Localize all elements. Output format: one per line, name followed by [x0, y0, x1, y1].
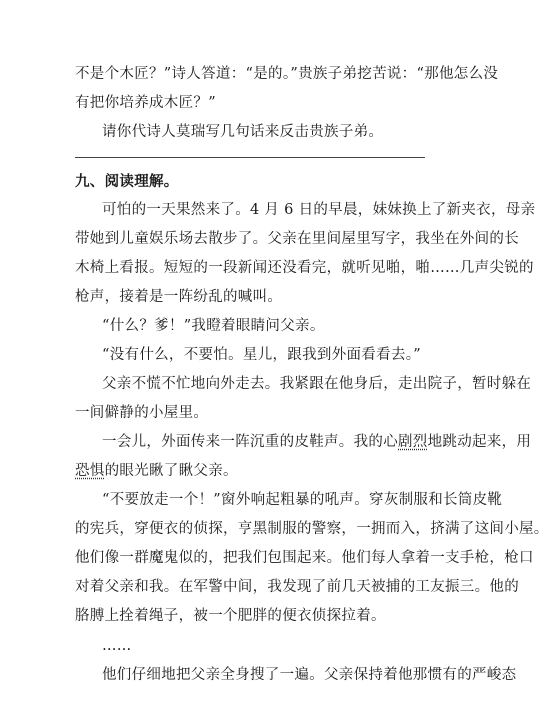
- emphasized-word: 恐惧: [75, 463, 105, 479]
- dialogue-line: “什么？爹！”我瞪着眼睛问父亲。: [102, 318, 325, 334]
- text-span: 的眼光瞅了瞅父亲。: [104, 463, 238, 479]
- text-span: 一会儿，外面传来一阵沉重的皮鞋声。我的心: [102, 434, 398, 450]
- paragraph-line: 父亲不慌不忙地向外走去。我紧跟在他身后，走出院子，暂时躲在: [102, 376, 532, 392]
- paragraph-line: 胳膊上拴着绳子，被一个肥胖的便衣侦探拉着。: [75, 608, 386, 624]
- section-divider: [75, 157, 425, 158]
- paragraph-line: “不要放走一个！”窗外响起粗暴的吼声。穿灰制服和长筒皮靴: [102, 492, 503, 508]
- passage-line: 不是个木匠？”诗人答道：“是的。”贵族子弟挖苦说：“那他怎么没: [75, 66, 499, 82]
- paragraph-line: 一间僻静的小屋里。: [75, 405, 209, 421]
- paragraph-line: [102, 432, 531, 452]
- paragraph-line: 枪声，接着是一阵纷乱的喊叫。: [75, 289, 283, 305]
- paragraph-line: 他们像一群魔鬼似的，把我们包围起来。他们每人拿着一支手枪，枪口: [75, 550, 534, 566]
- paragraph-line: 木椅上看报。短短的一段新闻还没看完，就听见啪，啪……几声尖锐的: [75, 260, 534, 276]
- ellipsis-line: ……: [102, 638, 132, 654]
- text-span: 地跳动起来，用: [427, 434, 532, 450]
- emphasized-word: 剧烈: [398, 434, 428, 450]
- dialogue-line: “没有什么，不要怕。星儿，跟我到外面看看去。”: [102, 347, 421, 363]
- paragraph-line: 的宪兵，穿便衣的侦探，亨黑制服的警察，一拥而入，挤满了这间小屋。: [75, 521, 549, 537]
- paragraph-line: 他们仔细地把父亲全身搜了一遍。父亲保持着他那惯有的严峻态: [102, 667, 517, 683]
- passage-line: 有把你培养成木匠？”: [75, 95, 216, 111]
- paragraph-line: [75, 461, 238, 481]
- paragraph-line: 可怕的一天果然来了。4 月 6 日的早晨，妹妹换上了新夹衣，母亲: [102, 202, 536, 218]
- paragraph-line: 带她到儿童娱乐场去散步了。父亲在里间屋里写字，我坐在外间的长: [75, 231, 519, 247]
- paragraph-line: 对着父亲和我。在军警中间，我发现了前几天被捕的工友振三。他的: [75, 579, 519, 595]
- section-heading: 九、阅读理解。: [75, 174, 179, 190]
- question-prompt: 请你代诗人莫瑞写几句话来反击贵族子弟。: [102, 124, 384, 140]
